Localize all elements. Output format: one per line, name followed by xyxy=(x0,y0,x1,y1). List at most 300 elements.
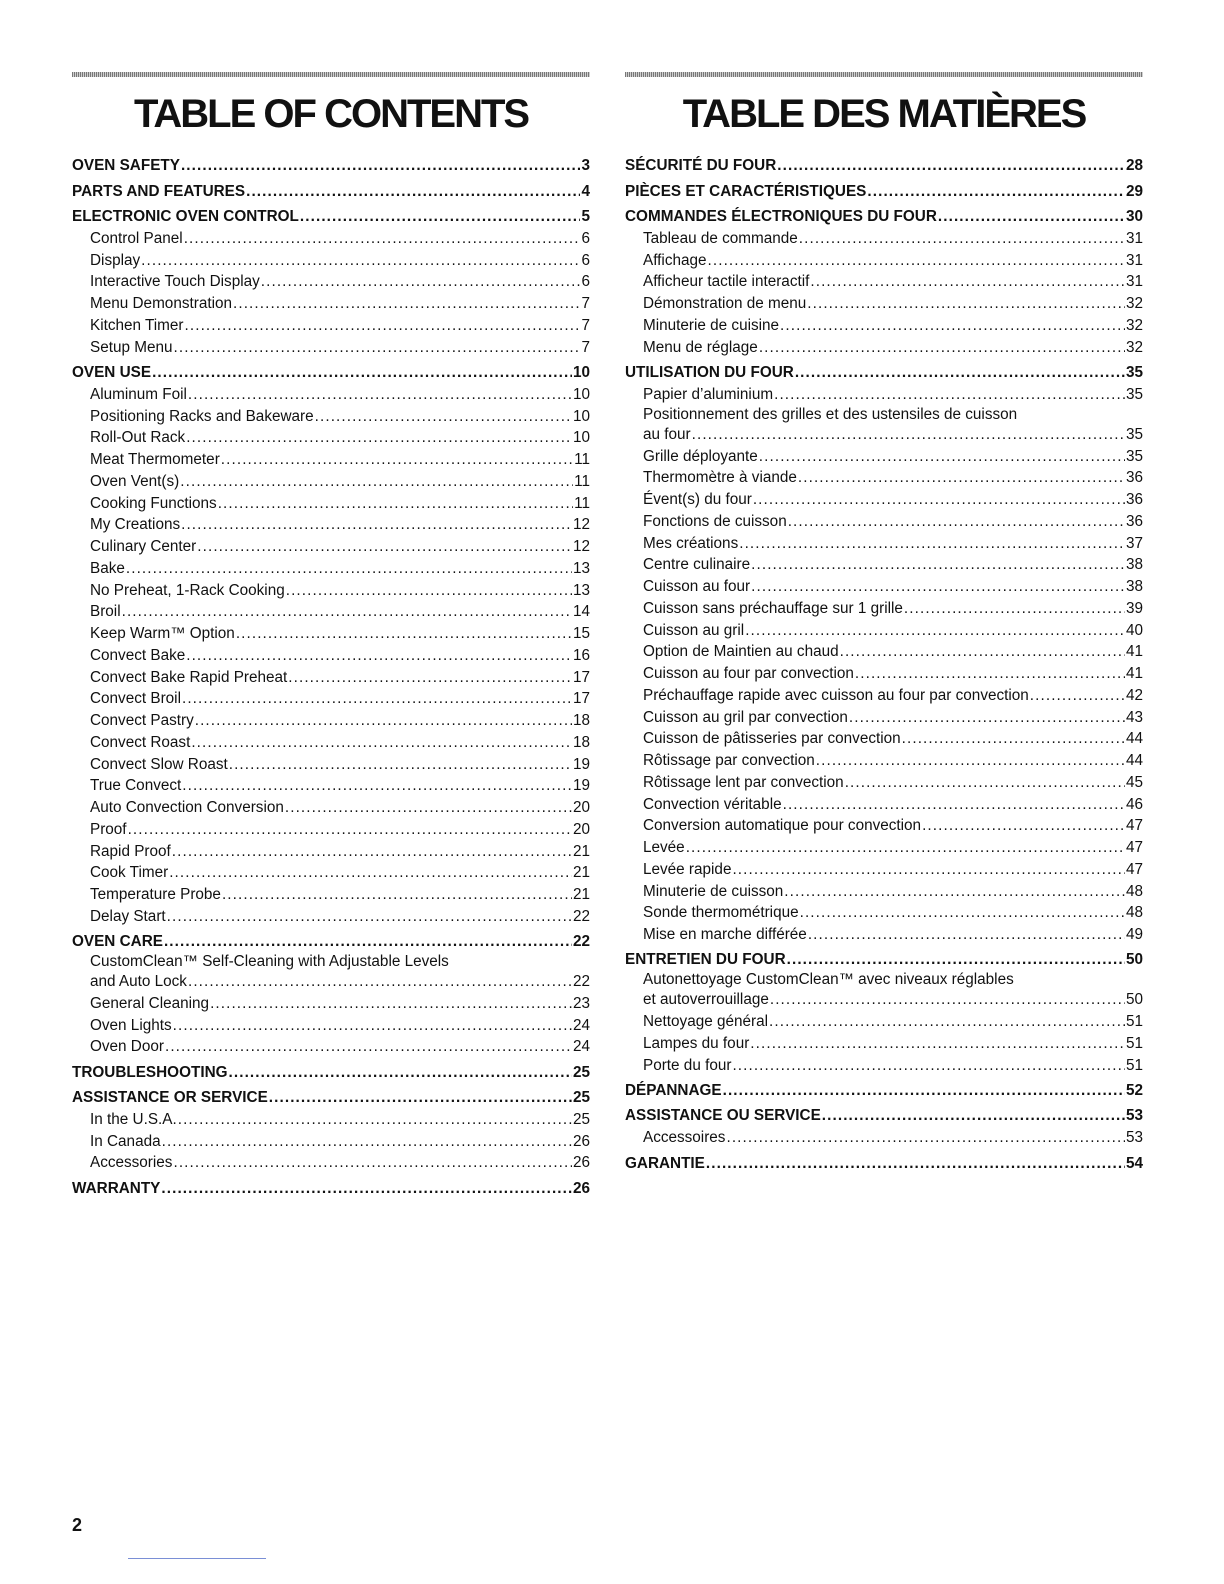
toc-entry-page: 29 xyxy=(1125,182,1143,200)
toc-entry-title-line1: Positionnement des grilles et des ustensiles de cuisson xyxy=(643,405,1018,423)
toc-entry-line xyxy=(643,622,1143,640)
toc-subsection-entry xyxy=(625,337,1143,359)
toc-entry-line xyxy=(90,777,590,795)
toc-entry-page: 18 xyxy=(572,733,590,751)
toc-entry-page: 41 xyxy=(1125,643,1143,661)
toc-entry-line xyxy=(643,535,1143,553)
toc-entry-title: and Auto Lock xyxy=(90,973,187,991)
toc-entry-title: Positioning Racks and Bakeware xyxy=(90,407,314,425)
toc-entry-page: 42 xyxy=(1125,686,1143,704)
toc-entry-page: 32 xyxy=(1125,295,1143,313)
toc-subsection-entry xyxy=(72,449,590,471)
toc-entry-title: Sonde thermométrique xyxy=(643,904,799,922)
dot-leader xyxy=(726,1129,1125,1147)
toc-entry-line xyxy=(643,752,1143,770)
toc-entry-line xyxy=(90,317,590,335)
toc-subsection-entry xyxy=(72,272,590,294)
toc-entry-page: 26 xyxy=(572,1154,590,1172)
dot-leader xyxy=(182,690,572,708)
toc-entry-page: 52 xyxy=(1125,1082,1143,1100)
toc-entry-page: 30 xyxy=(1125,208,1143,226)
toc-subsection-entry xyxy=(625,250,1143,272)
toc-entry-line xyxy=(90,273,590,291)
toc-entry-line xyxy=(643,513,1143,531)
toc-entry-page: 28 xyxy=(1125,157,1143,175)
toc-entry-page: 10 xyxy=(572,364,590,382)
toc-subsection-entry xyxy=(72,689,590,711)
toc-entry-title: Bake xyxy=(90,559,125,577)
dot-leader xyxy=(285,799,572,817)
toc-subsection-entry xyxy=(625,837,1143,859)
toc-entry-title: My Creations xyxy=(90,516,181,534)
dot-leader xyxy=(808,926,1125,944)
toc-subsection-entry xyxy=(625,903,1143,925)
toc-subsection-entry xyxy=(625,971,1143,1011)
toc-entry-page: 35 xyxy=(1125,385,1143,403)
toc-entry-line xyxy=(90,230,590,248)
toc-entry-title: Kitchen Timer xyxy=(90,316,184,334)
toc-entry-line xyxy=(643,1057,1143,1075)
toc-entry-page: 21 xyxy=(572,886,590,904)
toc-entry-line xyxy=(90,647,590,665)
dot-leader xyxy=(739,535,1125,553)
toc-entry-line xyxy=(90,690,590,708)
toc-entry-line xyxy=(90,973,590,991)
toc-entry-line xyxy=(90,1111,590,1129)
toc-entry-page: 44 xyxy=(1125,730,1143,748)
toc-entry-title: Display xyxy=(90,251,141,269)
toc-subsection-entry xyxy=(625,511,1143,533)
toc-entry-title: Rapid Proof xyxy=(90,842,171,860)
toc-entry-line xyxy=(625,1155,1143,1173)
dot-leader xyxy=(195,712,572,730)
toc-section-entry xyxy=(72,928,590,953)
dot-leader xyxy=(783,796,1125,814)
toc-entry-line xyxy=(643,252,1143,270)
toc-entry-line xyxy=(90,864,590,882)
toc-entry-line xyxy=(90,582,590,600)
toc-entry-title: Convect Bake Rapid Preheat xyxy=(90,668,288,686)
toc-entry-title: Oven Door xyxy=(90,1038,164,1056)
dot-leader xyxy=(787,951,1125,969)
dot-leader xyxy=(152,364,572,382)
toc-entry-page: 24 xyxy=(572,1038,590,1056)
toc-entry-title: Afficheur tactile interactif xyxy=(643,273,810,291)
toc-entry-title: Mise en marche différée xyxy=(643,926,807,944)
toc-entry-line xyxy=(643,687,1143,705)
toc-entry-page: 5 xyxy=(581,208,590,226)
toc-subsection-entry xyxy=(72,515,590,537)
toc-entry-title: Accessoires xyxy=(643,1129,726,1147)
toc-entry-title: WARRANTY xyxy=(72,1179,161,1197)
toc-subsection-entry xyxy=(72,667,590,689)
toc-entry-page: 22 xyxy=(572,973,590,991)
toc-subsection-entry xyxy=(72,1131,590,1153)
toc-entry-title: Aluminum Foil xyxy=(90,385,187,403)
toc-entry-page: 41 xyxy=(1125,665,1143,683)
toc-entry-line xyxy=(90,886,590,904)
toc-subsection-entry xyxy=(72,428,590,450)
dot-leader xyxy=(173,1017,572,1035)
toc-entry-line xyxy=(90,295,590,313)
dot-leader xyxy=(128,821,572,839)
toc-section-entry xyxy=(72,1084,590,1109)
toc-entry-page: 51 xyxy=(1125,1013,1143,1031)
toc-entry-title: In Canada xyxy=(90,1132,161,1150)
toc-entry-title: Menu Demonstration xyxy=(90,295,232,313)
toc-entry-page: 4 xyxy=(581,182,590,200)
toc-section-entry xyxy=(72,177,590,202)
toc-entry-line xyxy=(90,538,590,556)
dot-leader xyxy=(197,538,572,556)
dot-leader xyxy=(221,451,573,469)
toc-entry-line xyxy=(72,1089,590,1107)
dot-leader xyxy=(122,603,572,621)
toc-entry-page: 47 xyxy=(1125,839,1143,857)
toc-entry-line xyxy=(643,230,1143,248)
toc-entry-page: 25 xyxy=(572,1063,590,1081)
toc-subsection-entry xyxy=(625,489,1143,511)
toc-subsection-entry xyxy=(72,558,590,580)
toc-entry-line xyxy=(90,495,590,513)
toc-entry-title: Papier d’aluminium xyxy=(643,385,774,403)
dot-leader xyxy=(732,1057,1125,1075)
dot-leader xyxy=(181,157,581,175)
toc-subsection-entry xyxy=(625,228,1143,250)
dot-leader xyxy=(188,386,572,404)
dot-leader xyxy=(261,273,581,291)
toc-entry-line xyxy=(643,796,1143,814)
dot-leader xyxy=(732,861,1125,879)
toc-entry-line xyxy=(643,556,1143,574)
toc-entry-title: et autoverrouillage xyxy=(643,991,769,1009)
toc-subsection-entry xyxy=(72,315,590,337)
toc-subsection-entry xyxy=(625,315,1143,337)
toc-section-entry xyxy=(625,203,1143,228)
toc-entry-line xyxy=(90,516,590,534)
toc-entry-line xyxy=(643,469,1143,487)
toc-entry-line xyxy=(625,183,1143,201)
toc-entry-title: Grille déployante xyxy=(643,447,758,465)
toc-subsection-entry xyxy=(625,772,1143,794)
toc-entry-title-line1: Autonettoyage CustomClean™ avec niveaux réglables xyxy=(643,971,1014,989)
toc-entry-page: 32 xyxy=(1125,316,1143,334)
toc-entry-line xyxy=(643,1013,1143,1031)
toc-entry-line xyxy=(72,183,590,201)
dot-leader xyxy=(184,230,581,248)
toc-entry-title: OVEN CARE xyxy=(72,933,163,951)
toc-entry-line xyxy=(90,821,590,839)
toc-subsection-entry xyxy=(625,859,1143,881)
toc-entry-line xyxy=(643,774,1143,792)
toc-entry-line xyxy=(90,473,590,491)
dot-leader xyxy=(798,469,1125,487)
toc-section-entry xyxy=(625,946,1143,971)
dot-leader xyxy=(186,647,572,665)
toc-entry-line xyxy=(643,426,1143,444)
toc-entry-page: 19 xyxy=(572,777,590,795)
dot-leader xyxy=(822,1107,1125,1125)
toc-subsection-entry xyxy=(72,953,590,993)
toc-entry-line xyxy=(90,843,590,861)
dot-leader xyxy=(849,709,1125,727)
toc-entry-page: 36 xyxy=(1125,469,1143,487)
dot-leader xyxy=(315,408,572,426)
dot-leader xyxy=(229,756,572,774)
toc-english xyxy=(72,72,590,1200)
toc-entry-page: 53 xyxy=(1125,1107,1143,1125)
toc-entry-page: 36 xyxy=(1125,512,1143,530)
dot-leader xyxy=(902,730,1125,748)
toc-entry-page: 38 xyxy=(1125,578,1143,596)
dot-leader xyxy=(753,491,1125,509)
toc-entry-line xyxy=(90,625,590,643)
toc-entry-title: Cuisson au four xyxy=(643,578,751,596)
toc-entry-title: Mes créations xyxy=(643,534,739,552)
toc-entry-page: 7 xyxy=(581,295,590,313)
toc-entry-line xyxy=(643,817,1143,835)
dot-leader xyxy=(162,1133,572,1151)
toc-entry-title: Levée rapide xyxy=(643,860,732,878)
toc-subsection-entry xyxy=(625,1055,1143,1077)
toc-entry-page: 26 xyxy=(572,1132,590,1150)
dot-leader xyxy=(141,252,580,270)
dot-leader xyxy=(188,973,572,991)
toc-entry-title: UTILISATION DU FOUR xyxy=(625,364,794,382)
toc-entry-title: SÉCURITÉ DU FOUR xyxy=(625,157,777,175)
dot-leader xyxy=(750,1035,1125,1053)
toc-entry-line xyxy=(90,1017,590,1035)
toc-entry-title: Cuisson au gril xyxy=(643,621,745,639)
toc-entry-title: COMMANDES ÉLECTRONIQUES DU FOUR xyxy=(625,208,937,226)
toc-subsection-entry xyxy=(72,471,590,493)
top-rule xyxy=(72,72,590,77)
toc-entry-line xyxy=(72,933,590,951)
toc-subsection-entry xyxy=(625,881,1143,903)
toc-subsection-entry xyxy=(625,1011,1143,1033)
toc-section-entry xyxy=(625,1149,1143,1174)
toc-subsection-entry xyxy=(72,993,590,1015)
toc-entry-page: 43 xyxy=(1125,708,1143,726)
toc-entry-page: 45 xyxy=(1125,773,1143,791)
toc-entry-page: 37 xyxy=(1125,534,1143,552)
toc-entry-title: Proof xyxy=(90,820,127,838)
dot-leader xyxy=(751,556,1125,574)
toc-entry-line xyxy=(90,386,590,404)
toc-entry-title: General Cleaning xyxy=(90,994,210,1012)
toc-entry-title: Centre culinaire xyxy=(643,556,751,574)
toc-entry-page: 32 xyxy=(1125,338,1143,356)
toc-subsection-entry xyxy=(72,250,590,272)
toc-entry-title: Cuisson au gril par convection xyxy=(643,708,848,726)
toc-entry-page: 53 xyxy=(1125,1129,1143,1147)
toc-subsection-entry xyxy=(625,576,1143,598)
toc-entry-page: 24 xyxy=(572,1016,590,1034)
dot-leader xyxy=(770,991,1125,1009)
dot-leader xyxy=(300,208,581,226)
toc-subsection-entry xyxy=(625,620,1143,642)
toc-entry-page: 16 xyxy=(572,646,590,664)
toc-subsection-entry xyxy=(625,816,1143,838)
top-rule xyxy=(625,72,1143,77)
toc-entries xyxy=(625,152,1143,1175)
toc-entry-line xyxy=(643,273,1143,291)
toc-entry-page: 51 xyxy=(1125,1034,1143,1052)
toc-entry-page: 47 xyxy=(1125,860,1143,878)
toc-entry-title: Accessories xyxy=(90,1154,173,1172)
toc-entry-line xyxy=(90,799,590,817)
toc-heading: TABLE OF CONTENTS xyxy=(133,92,529,136)
toc-entry-line xyxy=(90,451,590,469)
toc-subsection-entry xyxy=(72,580,590,602)
toc-entry-line xyxy=(625,208,1143,226)
toc-entry-page: 22 xyxy=(572,933,590,951)
toc-subsection-entry xyxy=(72,1015,590,1037)
toc-subsection-entry xyxy=(72,754,590,776)
toc-subsection-entry xyxy=(72,536,590,558)
toc-entry-page: 17 xyxy=(572,668,590,686)
dot-leader xyxy=(218,495,573,513)
toc-entry-page: 31 xyxy=(1125,251,1143,269)
toc-entry-line xyxy=(72,1180,590,1198)
toc-entry-line xyxy=(643,991,1143,1009)
bottom-divider xyxy=(128,1558,266,1559)
toc-entry-page: 14 xyxy=(572,603,590,621)
toc-entry-line xyxy=(625,1082,1143,1100)
page-number: 2 xyxy=(72,1515,83,1535)
toc-entry-line xyxy=(643,386,1143,404)
dot-leader xyxy=(816,752,1125,770)
dot-leader xyxy=(165,1038,572,1056)
toc-entry-page: 48 xyxy=(1125,904,1143,922)
toc-subsection-entry xyxy=(72,1037,590,1059)
dot-leader xyxy=(286,582,572,600)
dot-leader xyxy=(922,817,1125,835)
dot-leader xyxy=(269,1089,572,1107)
toc-entry-line xyxy=(90,995,590,1013)
toc-subsection-entry xyxy=(625,685,1143,707)
dot-leader xyxy=(759,448,1125,466)
dot-leader xyxy=(178,1111,572,1129)
toc-entry-title: Conversion automatique pour convection xyxy=(643,817,922,835)
toc-entry-line xyxy=(643,643,1143,661)
dot-leader xyxy=(938,208,1125,226)
toc-entry-page: 6 xyxy=(581,273,590,291)
toc-entry-page: 7 xyxy=(581,316,590,334)
toc-entry-page: 13 xyxy=(572,581,590,599)
toc-entry-title: Rôtissage lent par convection xyxy=(643,773,844,791)
toc-entry-page: 10 xyxy=(572,385,590,403)
toc-subsection-entry xyxy=(72,819,590,841)
dot-leader xyxy=(191,734,572,752)
dot-leader xyxy=(229,1064,572,1082)
toc-entry-page: 10 xyxy=(572,429,590,447)
toc-entry-title: DÉPANNAGE xyxy=(625,1082,722,1100)
toc-entry-line xyxy=(643,448,1143,466)
toc-subsection-entry xyxy=(625,533,1143,555)
toc-section-entry xyxy=(72,203,590,228)
toc-entry-line xyxy=(90,339,590,357)
dot-leader xyxy=(780,317,1125,335)
toc-subsection-entry xyxy=(72,1153,590,1175)
dot-leader xyxy=(181,516,572,534)
toc-subsection-entry xyxy=(72,841,590,863)
dot-leader xyxy=(167,908,572,926)
toc-entry-title: Porte du four xyxy=(643,1056,732,1074)
toc-entry-title: Meat Thermometer xyxy=(90,451,220,469)
toc-entry-line xyxy=(72,364,590,382)
toc-entry-title: Roll-Out Rack xyxy=(90,429,186,447)
toc-entry-title: No Preheat, 1-Rack Cooking xyxy=(90,581,285,599)
dot-leader xyxy=(800,904,1125,922)
dot-leader xyxy=(233,295,580,313)
toc-entry-page: 50 xyxy=(1125,991,1143,1009)
toc-subsection-entry xyxy=(72,732,590,754)
toc-heading: TABLE DES MATIÈRES xyxy=(682,92,1086,136)
toc-subsection-entry xyxy=(72,645,590,667)
toc-entry-page: 47 xyxy=(1125,817,1143,835)
dot-leader xyxy=(769,1013,1125,1031)
dot-leader xyxy=(172,843,572,861)
toc-entry-title: Convection véritable xyxy=(643,795,782,813)
toc-subsection-entry xyxy=(625,446,1143,468)
toc-entry-page: 12 xyxy=(572,538,590,556)
toc-entry-title: Option de Maintien au chaud xyxy=(643,643,839,661)
toc-entry-line xyxy=(90,908,590,926)
toc-entry-page: 7 xyxy=(581,338,590,356)
toc-entry-page: 36 xyxy=(1125,491,1143,509)
toc-entries xyxy=(72,152,590,1200)
toc-entry-title: GARANTIE xyxy=(625,1154,705,1172)
toc-entry-page: 35 xyxy=(1125,364,1143,382)
toc-entry-page: 11 xyxy=(574,494,590,512)
toc-entry-title: Oven Lights xyxy=(90,1016,172,1034)
dot-leader xyxy=(777,157,1125,175)
toc-entry-page: 17 xyxy=(572,690,590,708)
toc-entry-title: Cooking Functions xyxy=(90,494,217,512)
dot-leader xyxy=(904,600,1125,618)
toc-entry-title: PARTS AND FEATURES xyxy=(72,182,246,200)
toc-entry-title: Thermomètre à viande xyxy=(643,469,797,487)
dot-leader xyxy=(161,1180,572,1198)
dot-leader xyxy=(210,995,572,1013)
dot-leader xyxy=(185,317,581,335)
toc-subsection-entry xyxy=(72,906,590,928)
toc-entry-page: 6 xyxy=(581,251,590,269)
dot-leader xyxy=(222,886,572,904)
toc-entry-line xyxy=(90,252,590,270)
toc-entry-title: Cook Timer xyxy=(90,864,169,882)
toc-entry-page: 20 xyxy=(572,799,590,817)
toc-entry-title: Évent(s) du four xyxy=(643,491,752,509)
dot-leader xyxy=(807,295,1125,313)
toc-subsection-entry xyxy=(625,707,1143,729)
toc-entry-title: OVEN USE xyxy=(72,364,152,382)
toc-entry-line xyxy=(643,861,1143,879)
toc-entry-page: 18 xyxy=(572,712,590,730)
toc-entry-title: Démonstration de menu xyxy=(643,295,807,313)
toc-subsection-entry xyxy=(625,1127,1143,1149)
toc-subsection-entry xyxy=(625,598,1143,620)
toc-entry-title: Nettoyage général xyxy=(643,1013,769,1031)
toc-entry-line xyxy=(643,578,1143,596)
toc-entry-line xyxy=(643,730,1143,748)
toc-entry-title: Temperature Probe xyxy=(90,886,221,904)
dot-leader xyxy=(1030,687,1125,705)
toc-entry-line xyxy=(90,1133,590,1151)
toc-subsection-entry xyxy=(72,406,590,428)
toc-entry-title: PIÈCES ET CARACTÉRISTIQUES xyxy=(625,182,867,200)
